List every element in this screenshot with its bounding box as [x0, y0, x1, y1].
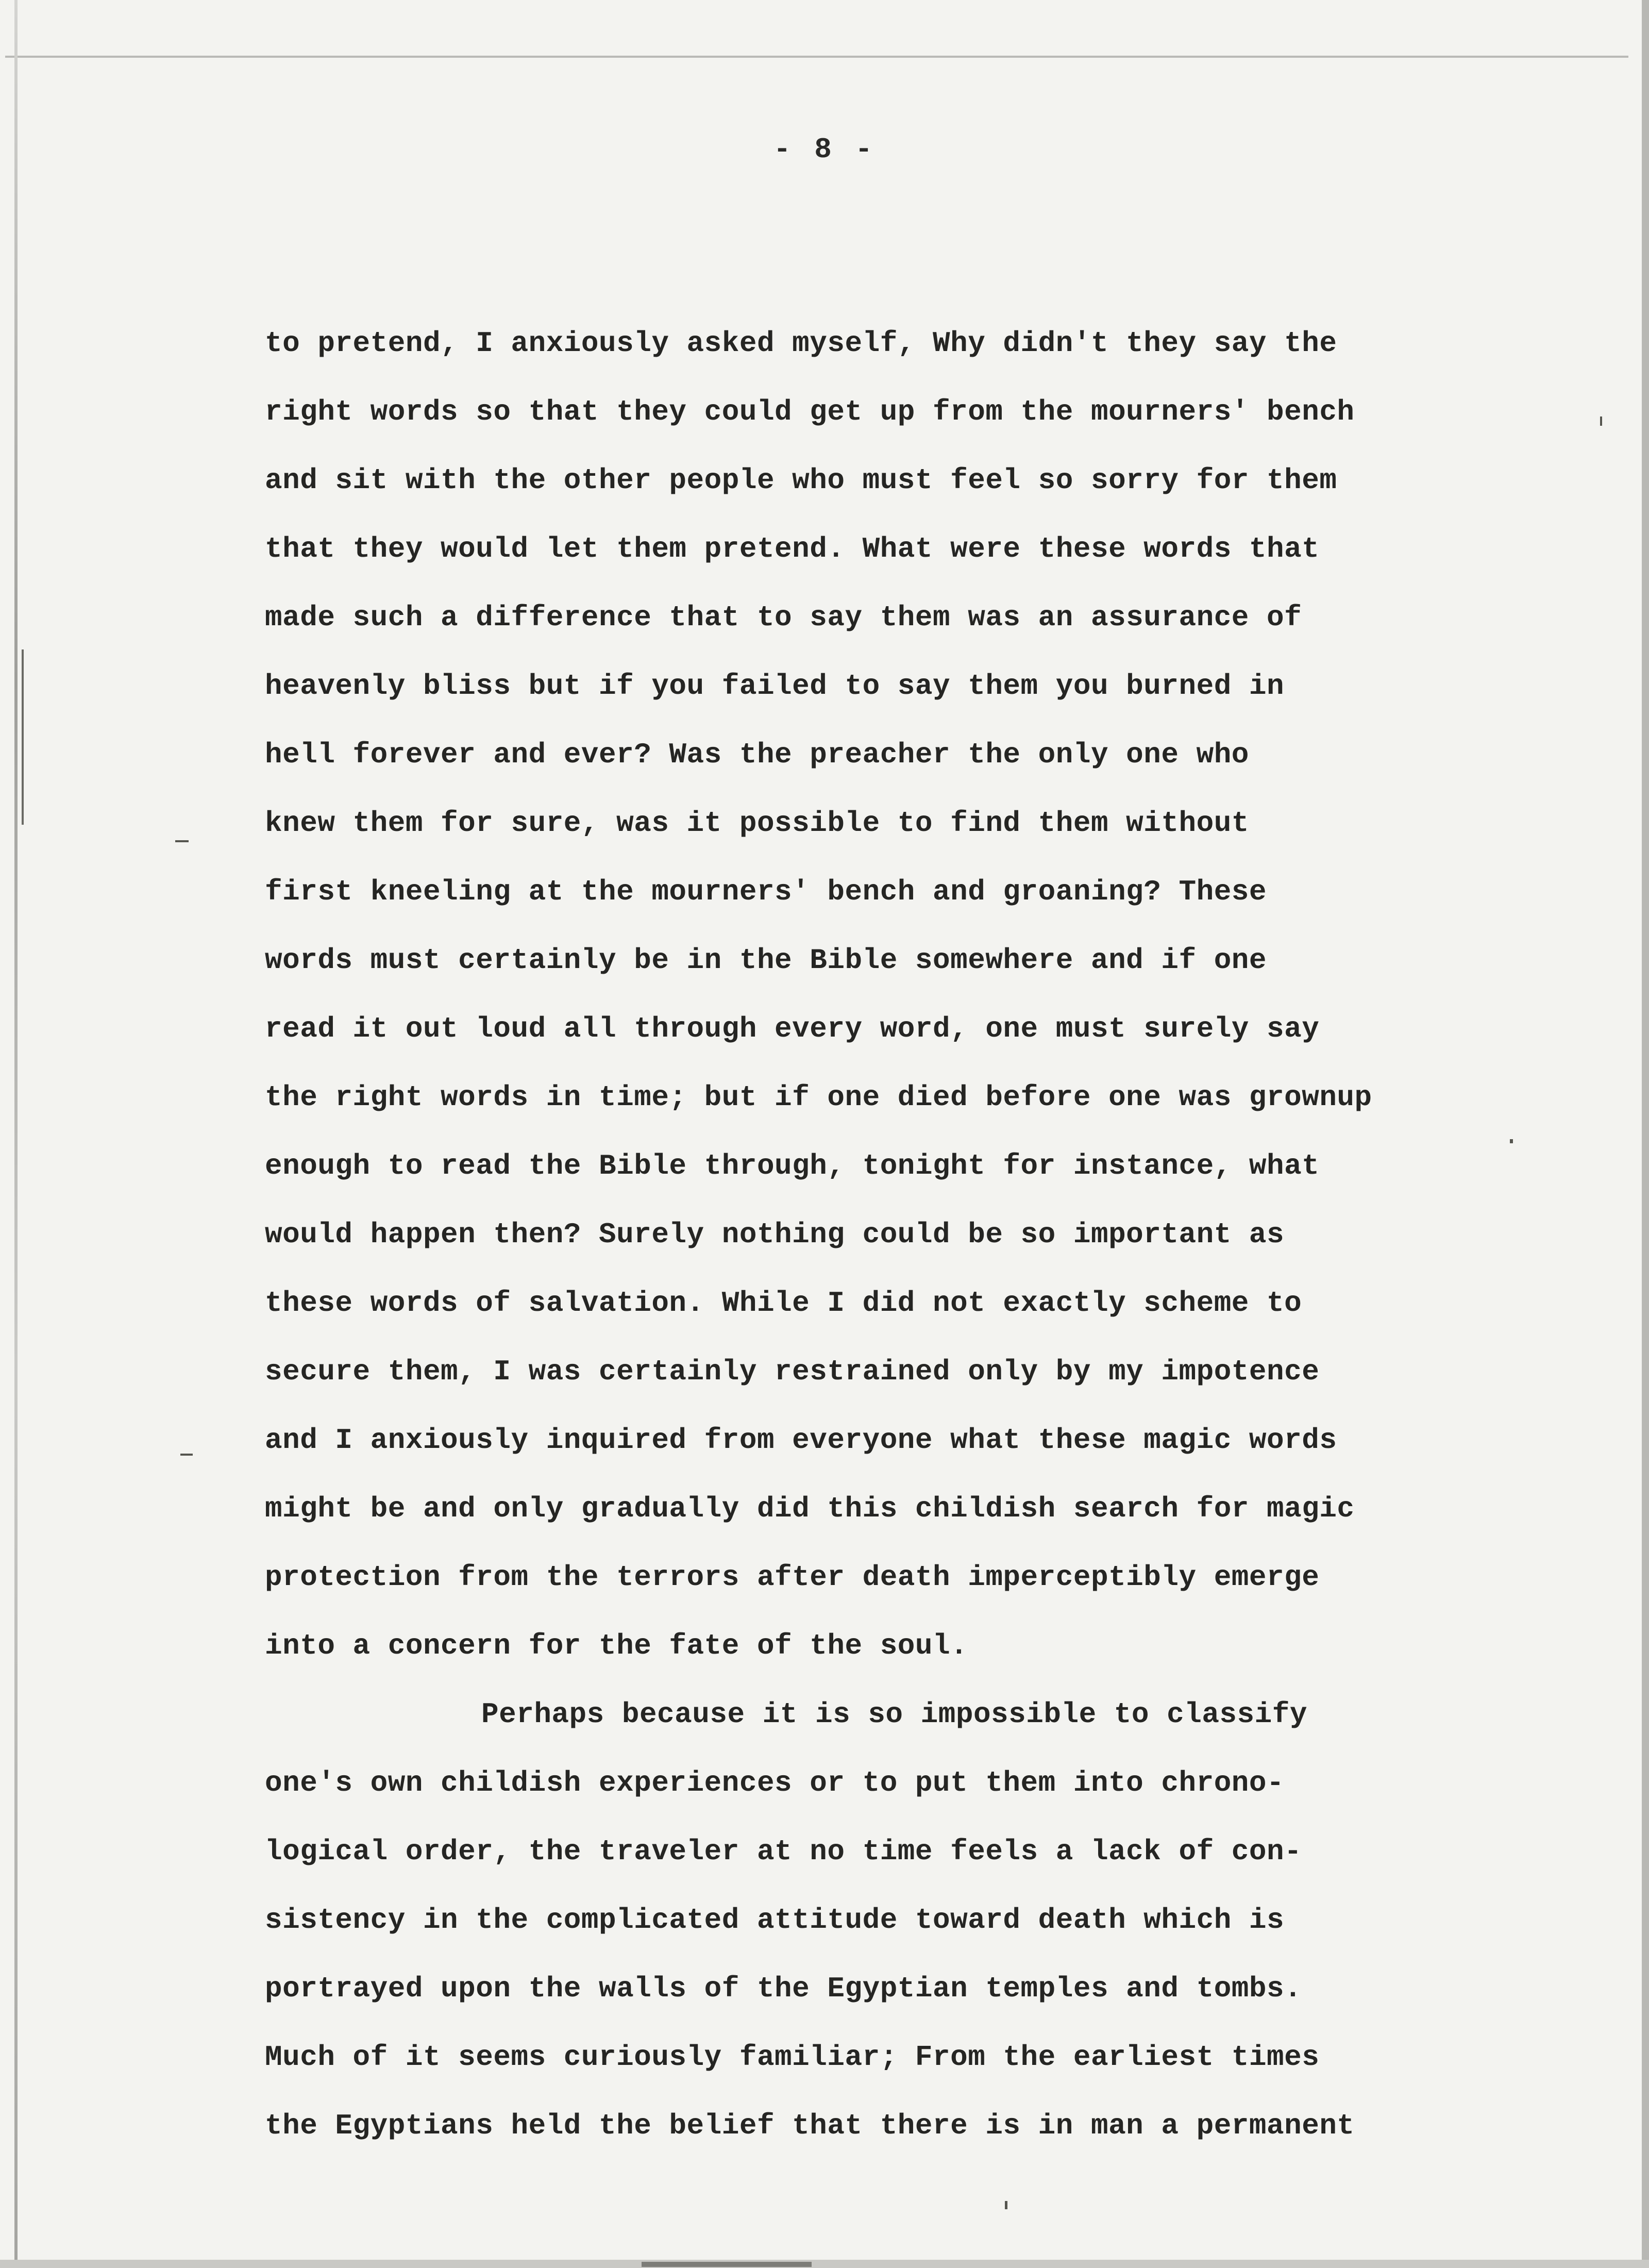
body-text — [265, 309, 1563, 2160]
text-line: might be and only gradually did this childish search for magic — [265, 1492, 1355, 1525]
scan-left-edge — [14, 0, 18, 2268]
scan-speck — [22, 649, 24, 825]
text-line: the Egyptians held the belief that there is in man a permanent — [265, 2109, 1355, 2142]
text-line: secure them, I was certainly restrained only by my impotence — [265, 1355, 1320, 1388]
text-line: Much of it seems curiously familiar; From the earliest times — [265, 2041, 1320, 2074]
scan-top-rule — [5, 56, 1628, 58]
text-line: Perhaps because it is so impossible to classify — [481, 1698, 1307, 1731]
text-line: portrayed upon the walls of the Egyptian temples and tombs. — [265, 1972, 1302, 2005]
text-line: hell forever and ever? Was the preacher the only one who — [265, 738, 1249, 771]
text-line: words must certainly be in the Bible somewhere and if one — [265, 944, 1267, 977]
text-line: and sit with the other people who must feel so sorry for them — [265, 464, 1337, 497]
text-line: one's own childish experiences or to put them into chrono- — [265, 1766, 1285, 1799]
scan-speck — [180, 1454, 193, 1456]
text-line: enough to read the Bible through, tonight for instance, what — [265, 1149, 1320, 1182]
text-line: into a concern for the fate of the soul. — [265, 1629, 968, 1662]
scan-bottom-edge — [0, 2260, 1649, 2268]
text-line: logical order, the traveler at no time feels a lack of con- — [265, 1835, 1302, 1868]
scan-speck — [1600, 416, 1602, 426]
scan-speck — [175, 840, 189, 842]
scan-speck — [1005, 2201, 1007, 2209]
text-line: protection from the terrors after death imperceptibly emerge — [265, 1561, 1320, 1594]
text-line: knew them for sure, was it possible to find them without — [265, 807, 1249, 840]
text-line: these words of salvation. While I did not exactly scheme to — [265, 1287, 1302, 1320]
text-line: to pretend, I anxiously asked myself, Why didn't they say the — [265, 327, 1337, 360]
scan-right-edge — [1642, 0, 1649, 2268]
text-line: read it out loud all through every word, one must surely say — [265, 1012, 1320, 1045]
scan-speck — [642, 2262, 812, 2267]
page-number: - 8 - — [773, 133, 876, 166]
text-line: right words so that they could get up from the mourners' bench — [265, 395, 1355, 428]
text-line: that they would let them pretend. What were these words that — [265, 532, 1320, 565]
text-line: first kneeling at the mourners' bench and groaning? These — [265, 875, 1267, 908]
text-line: made such a difference that to say them was an assurance of — [265, 601, 1302, 634]
text-line: sistency in the complicated attitude toward death which is — [265, 1904, 1285, 1937]
text-line: and I anxiously inquired from everyone what these magic words — [265, 1424, 1337, 1457]
text-line: the right words in time; but if one died before one was grownup — [265, 1081, 1372, 1114]
text-line: heavenly bliss but if you failed to say them you burned in — [265, 670, 1285, 703]
text-line: would happen then? Surely nothing could be so important as — [265, 1218, 1285, 1251]
